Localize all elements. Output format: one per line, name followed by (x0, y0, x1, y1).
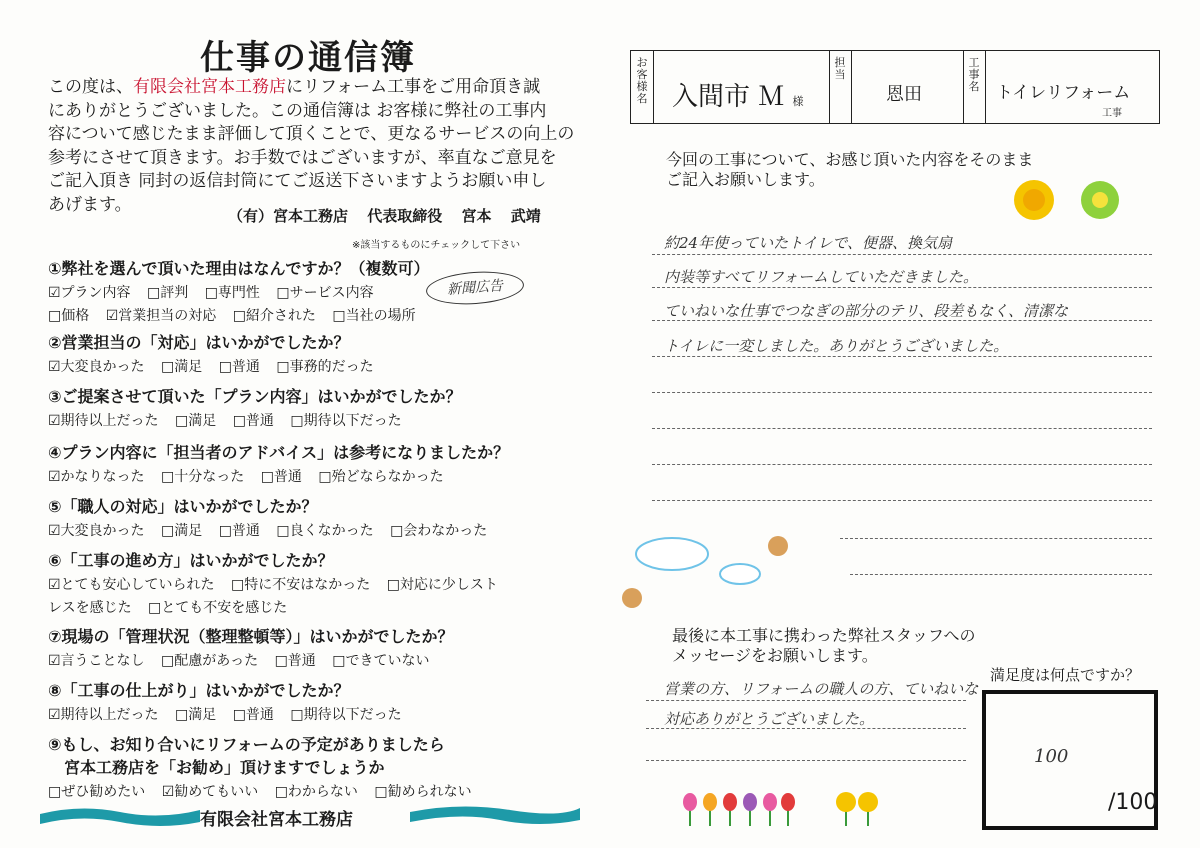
signature-company: （有）宮本工務店 (228, 207, 349, 225)
option[interactable]: □普通 (218, 359, 260, 375)
option[interactable]: ☑大変良かった (48, 359, 145, 375)
cloud-decoration (612, 528, 812, 618)
message-line (646, 760, 966, 761)
handwritten-note: 新聞広告 (425, 269, 525, 308)
green-flower-icon (1081, 181, 1119, 219)
option[interactable]: ☑かなりなった (48, 469, 145, 485)
option[interactable]: □満足 (175, 413, 217, 429)
staff-label-cell (829, 51, 852, 123)
intro-line1-post: にリフォーム工事をご用命頂き誠 (286, 77, 541, 97)
question-options (48, 356, 588, 376)
option[interactable]: □専門性 (204, 285, 260, 301)
option[interactable]: □価格 (48, 308, 90, 324)
tulip-icon (683, 793, 697, 826)
cloud-icon (720, 564, 760, 584)
question-title: ⑧「工事の仕上がり」はいかがでしたか？ (48, 681, 350, 700)
question-title: ⑨もし、お知り合いにリフォームの予定がありましたら (48, 735, 445, 754)
option[interactable]: □評判 (147, 285, 189, 301)
option[interactable]: ☑大変良かった (48, 523, 145, 539)
comment-line (840, 538, 1152, 539)
work-value: トイレリフォーム (996, 83, 1131, 103)
page-title: 仕事の通信簿 (200, 38, 416, 78)
option[interactable]: □十分なった (161, 469, 245, 485)
message-text: 対応ありがとうございました。 (664, 710, 875, 728)
customer-label: お客様名 (636, 56, 648, 105)
question-title: ⑥「工事の進め方」はいかがでしたか？ (48, 551, 334, 570)
question-options (48, 650, 588, 670)
question-9 (48, 732, 588, 801)
message-line (646, 700, 966, 701)
comment-line (652, 254, 1152, 255)
message-prompt (672, 626, 976, 666)
tulip-icon (703, 793, 717, 826)
comment-line (850, 574, 1152, 575)
option[interactable]: □満足 (161, 359, 203, 375)
question-title-2: 宮本工務店を「お勧め」頂けますでしょうか (64, 758, 385, 777)
signature-role: 代表取締役 (367, 207, 443, 225)
tulip-icon (723, 793, 737, 826)
satisfaction-score: 100 (1034, 746, 1069, 767)
question-options (48, 410, 588, 430)
comment-text: ていねいな仕事でつなぎの部分のテリ、段差もなく、清潔な (664, 302, 1068, 320)
option: レスを感じた (48, 600, 132, 616)
signature (228, 205, 555, 226)
option[interactable]: □できていない (332, 653, 430, 669)
option[interactable]: □普通 (232, 707, 274, 723)
option[interactable]: □普通 (260, 469, 302, 485)
work-label: 工事名 (968, 56, 980, 93)
sunflower-icon (858, 792, 878, 826)
option[interactable]: □期待以下だった (290, 707, 402, 723)
option[interactable]: □特に不安はなかった (231, 577, 371, 593)
bird-icon (768, 536, 788, 556)
option[interactable]: □サービス内容 (276, 285, 374, 301)
option[interactable]: □満足 (161, 523, 203, 539)
question-options (48, 704, 588, 724)
option[interactable]: ☑営業担当の対応 (105, 308, 217, 324)
message-prompt-line1: 最後に本工事に携わった弊社スタッフへの (672, 626, 976, 645)
question-title: ⑤「職人の対応」はいかがでしたか？ (48, 497, 318, 516)
message-prompt-line2: メッセージをお願いします。 (672, 646, 878, 665)
option[interactable]: □事務的だった (276, 359, 374, 375)
intro-line2: にありがとうございました。この通信簿は お客様に弊社の工事内 (48, 100, 547, 121)
question-options (48, 520, 588, 540)
question-title: ③ご提案させて頂いた「プラン内容」はいかがでしたか？ (48, 387, 462, 406)
tulip-decoration (682, 780, 882, 828)
bird-icon (622, 588, 642, 608)
question-title: ②営業担当の「対応」はいかがでしたか？ (48, 333, 350, 352)
option[interactable]: ☑言うことなし (48, 653, 145, 669)
option[interactable]: ☑勧めてもいい (161, 784, 259, 800)
staff-value: 恩田 (886, 84, 922, 105)
option[interactable]: □普通 (232, 413, 274, 429)
sunflower-icon (836, 792, 856, 826)
option[interactable]: □普通 (274, 653, 316, 669)
impression-prompt (666, 150, 1033, 190)
footer-company: 有限会社宮本工務店 (200, 810, 353, 830)
comment-text: 約24年使っていたトイレで、便器、換気扇 (664, 234, 953, 252)
option[interactable]: ☑とても安心していられた (48, 577, 215, 593)
comment-line (652, 287, 1152, 288)
intro-line1-pre: この度は、 (48, 77, 133, 97)
intro-line6: あげます。 (48, 194, 132, 215)
sun-flower-icon (1014, 180, 1054, 220)
question-title: ⑦現場の「管理状況（整理整頓等）」はいかがでしたか？ (48, 627, 454, 646)
intro-line3: 容について感じたまま評価して頂くことで、更なるサービスの向上の (48, 124, 575, 144)
option[interactable]: □紹介された (232, 308, 316, 324)
work-label-cell (963, 51, 986, 123)
tulip-icon (763, 793, 777, 826)
customer-value: 入間市 Ｍ (672, 82, 785, 112)
comment-line (652, 500, 1152, 501)
option[interactable]: □良くなかった (276, 523, 374, 539)
question-options (48, 597, 588, 617)
option[interactable]: □とても不安を感じた (148, 600, 288, 616)
signature-name1: 宮本 (461, 207, 492, 225)
question-options (48, 466, 588, 486)
question-2 (48, 330, 588, 376)
intro-line5: ご記入頂き 同封の返信封筒にてご返送下さいますようお願い申し (48, 171, 547, 191)
option[interactable]: □配慮があった (161, 653, 259, 669)
customer-label-cell (631, 51, 654, 123)
customer-suffix: 様 (792, 95, 804, 108)
option[interactable]: □普通 (218, 523, 260, 539)
question-4 (48, 440, 588, 486)
option[interactable]: □対応に少しスト (386, 577, 498, 593)
staff-label: 担当 (834, 56, 846, 81)
comment-text: 内装等すべてリフォームしていただきました。 (664, 268, 978, 286)
question-7 (48, 624, 588, 670)
option[interactable]: ☑プラン内容 (48, 285, 131, 301)
question-title: ④プラン内容に「担当者のアドバイス」は参考になりましたか？ (48, 443, 510, 462)
company-highlight: 有限会社宮本工務店 (133, 77, 286, 97)
impression-prompt-line1: 今回の工事について、お感じ頂いた内容をそのまま (666, 150, 1034, 169)
question-6 (48, 548, 588, 617)
option[interactable]: □勧められない (374, 784, 472, 800)
comment-text: トイレに一変しました。ありがとうございました。 (664, 337, 1009, 355)
option[interactable]: ☑期待以上だった (48, 413, 159, 429)
tulip-icon (743, 793, 757, 826)
question-3 (48, 384, 588, 430)
customer-name (672, 76, 804, 113)
question-title: ①弊社を選んで頂いた理由はなんですか？（複数可） (48, 259, 430, 278)
comment-line (652, 356, 1152, 357)
signature-name2: 武靖 (510, 207, 541, 225)
flower-icons (1010, 178, 1130, 224)
satisfaction-question: 満足度は何点ですか？ (990, 666, 1141, 684)
option[interactable]: □ぜひ勧めたい (48, 784, 146, 800)
comment-line (652, 392, 1152, 393)
option[interactable]: □殆どならなかった (318, 469, 444, 485)
option[interactable]: □会わなかった (390, 523, 488, 539)
message-text: 営業の方、リフォームの職人の方、ていねいな (664, 680, 979, 698)
impression-prompt-line2: ご記入お願いします。 (666, 170, 825, 189)
intro-line4: 参考にさせて頂きます。お手数ではございますが、率直なご意見を (48, 147, 557, 168)
option[interactable]: □満足 (175, 707, 217, 723)
tulip-icon (781, 793, 795, 826)
option[interactable]: □わからない (274, 784, 358, 800)
question-options (48, 305, 588, 325)
check-note: ※該当するものにチェックして下さい (352, 240, 521, 251)
question-5 (48, 494, 588, 540)
work-suffix: 工事 (1102, 108, 1122, 119)
comment-line (652, 428, 1152, 429)
option[interactable]: □当社の場所 (332, 308, 416, 324)
option[interactable]: ☑期待以上だった (48, 707, 159, 723)
comment-line (652, 464, 1152, 465)
intro-text (48, 76, 588, 217)
cloud-icon (636, 538, 708, 570)
question-options (48, 574, 588, 594)
question-8 (48, 678, 588, 724)
satisfaction-denominator: /100 (1108, 790, 1158, 815)
option[interactable]: □期待以下だった (290, 413, 402, 429)
